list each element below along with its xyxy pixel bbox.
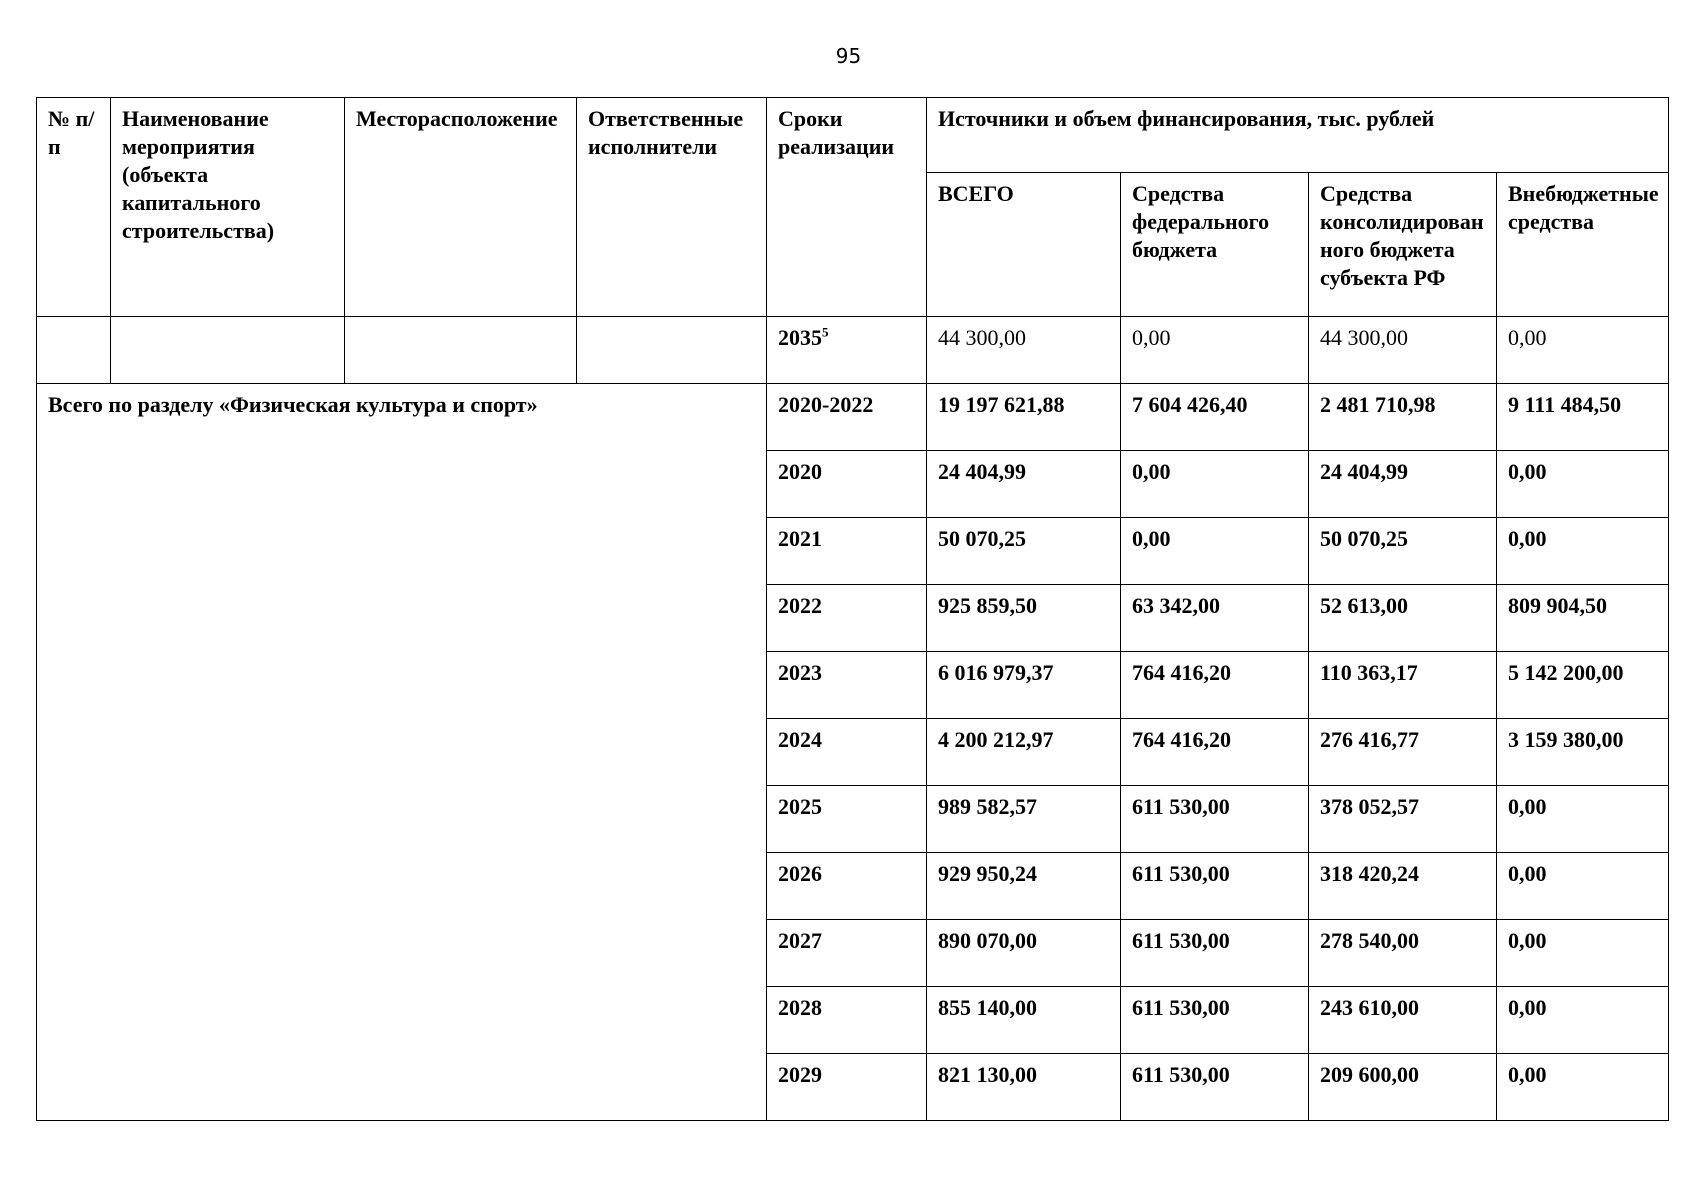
- cell-regional: 276 416,77: [1309, 719, 1497, 786]
- cell-year: 2020-2022: [767, 384, 927, 451]
- carry-responsible: [577, 317, 767, 384]
- header-responsible: Ответственные исполнители: [577, 98, 767, 317]
- cell-total: 989 582,57: [927, 786, 1121, 853]
- cell-total: 50 070,25: [927, 518, 1121, 585]
- cell-total: 19 197 621,88: [927, 384, 1121, 451]
- header-num: № п/п: [37, 98, 111, 317]
- header-regional: Средства консолидированного бюджета субъекта РФ: [1309, 173, 1497, 317]
- cell-regional: 52 613,00: [1309, 585, 1497, 652]
- carry-location: [345, 317, 577, 384]
- cell-regional: 318 420,24: [1309, 853, 1497, 920]
- cell-year: 2022: [767, 585, 927, 652]
- table-row: [37, 384, 1669, 451]
- cell-federal: 63 342,00: [1121, 585, 1309, 652]
- cell-regional: 2 481 710,98: [1309, 384, 1497, 451]
- cell-total: 890 070,00: [927, 920, 1121, 987]
- cell-regional: 110 363,17: [1309, 652, 1497, 719]
- carry-row: [37, 317, 1669, 384]
- header-funding: Источники и объем финансирования, тыс. рублей: [927, 98, 1669, 173]
- header-total: ВСЕГО: [927, 173, 1121, 317]
- cell-extrabudget: 809 904,50: [1497, 585, 1669, 652]
- cell-federal: 7 604 426,40: [1121, 384, 1309, 451]
- cell-total: 6 016 979,37: [927, 652, 1121, 719]
- cell-federal: 764 416,20: [1121, 719, 1309, 786]
- cell-year: 2026: [767, 853, 927, 920]
- cell-year: 2027: [767, 920, 927, 987]
- page-number: 95: [835, 44, 862, 68]
- cell-federal: 0,00: [1121, 518, 1309, 585]
- carry-year: [767, 317, 927, 384]
- cell-year: 2025: [767, 786, 927, 853]
- cell-federal: 0,00: [1121, 451, 1309, 518]
- cell-federal: 611 530,00: [1121, 1054, 1309, 1121]
- carry-num: [37, 317, 111, 384]
- carry-total: 44 300,00: [927, 317, 1121, 384]
- cell-total: 929 950,24: [927, 853, 1121, 920]
- cell-regional: 278 540,00: [1309, 920, 1497, 987]
- carry-year-text: 2035: [778, 325, 822, 350]
- cell-year: 2028: [767, 987, 927, 1054]
- cell-year: 2029: [767, 1054, 927, 1121]
- cell-extrabudget: 0,00: [1497, 451, 1669, 518]
- cell-federal: 611 530,00: [1121, 786, 1309, 853]
- cell-total: 24 404,99: [927, 451, 1121, 518]
- header-location: Месторасположение: [345, 98, 577, 317]
- cell-total: 821 130,00: [927, 1054, 1121, 1121]
- cell-extrabudget: 0,00: [1497, 518, 1669, 585]
- carry-extrabudget: 0,00: [1497, 317, 1669, 384]
- cell-extrabudget: 0,00: [1497, 786, 1669, 853]
- carry-name: [111, 317, 345, 384]
- cell-regional: 209 600,00: [1309, 1054, 1497, 1121]
- cell-extrabudget: 0,00: [1497, 853, 1669, 920]
- cell-year: 2021: [767, 518, 927, 585]
- cell-total: 925 859,50: [927, 585, 1121, 652]
- cell-year: 2020: [767, 451, 927, 518]
- cell-extrabudget: 5 142 200,00: [1497, 652, 1669, 719]
- cell-regional: 24 404,99: [1309, 451, 1497, 518]
- cell-extrabudget: 3 159 380,00: [1497, 719, 1669, 786]
- cell-year: 2024: [767, 719, 927, 786]
- cell-federal: 611 530,00: [1121, 987, 1309, 1054]
- carry-regional: 44 300,00: [1309, 317, 1497, 384]
- cell-regional: 50 070,25: [1309, 518, 1497, 585]
- cell-extrabudget: 9 111 484,50: [1497, 384, 1669, 451]
- cell-extrabudget: 0,00: [1497, 1054, 1669, 1121]
- cell-extrabudget: 0,00: [1497, 920, 1669, 987]
- header-federal: Средства федерального бюджета: [1121, 173, 1309, 317]
- cell-year: 2023: [767, 652, 927, 719]
- footnote-mark: 5: [822, 324, 829, 340]
- cell-federal: 764 416,20: [1121, 652, 1309, 719]
- header-period: Сроки реализации: [767, 98, 927, 317]
- cell-extrabudget: 0,00: [1497, 987, 1669, 1054]
- cell-federal: 611 530,00: [1121, 853, 1309, 920]
- cell-regional: 378 052,57: [1309, 786, 1497, 853]
- header-name: Наименование мероприятия (объекта капитального строительства): [111, 98, 345, 317]
- section-total-label: Всего по разделу «Физическая культура и спорт»: [37, 384, 767, 1121]
- cell-regional: 243 610,00: [1309, 987, 1497, 1054]
- header-extrabudget: Внебюджетные средства: [1497, 173, 1669, 317]
- financing-table: [36, 97, 1669, 1121]
- cell-total: 4 200 212,97: [927, 719, 1121, 786]
- header-row: [37, 98, 1669, 173]
- cell-federal: 611 530,00: [1121, 920, 1309, 987]
- carry-federal: 0,00: [1121, 317, 1309, 384]
- cell-total: 855 140,00: [927, 987, 1121, 1054]
